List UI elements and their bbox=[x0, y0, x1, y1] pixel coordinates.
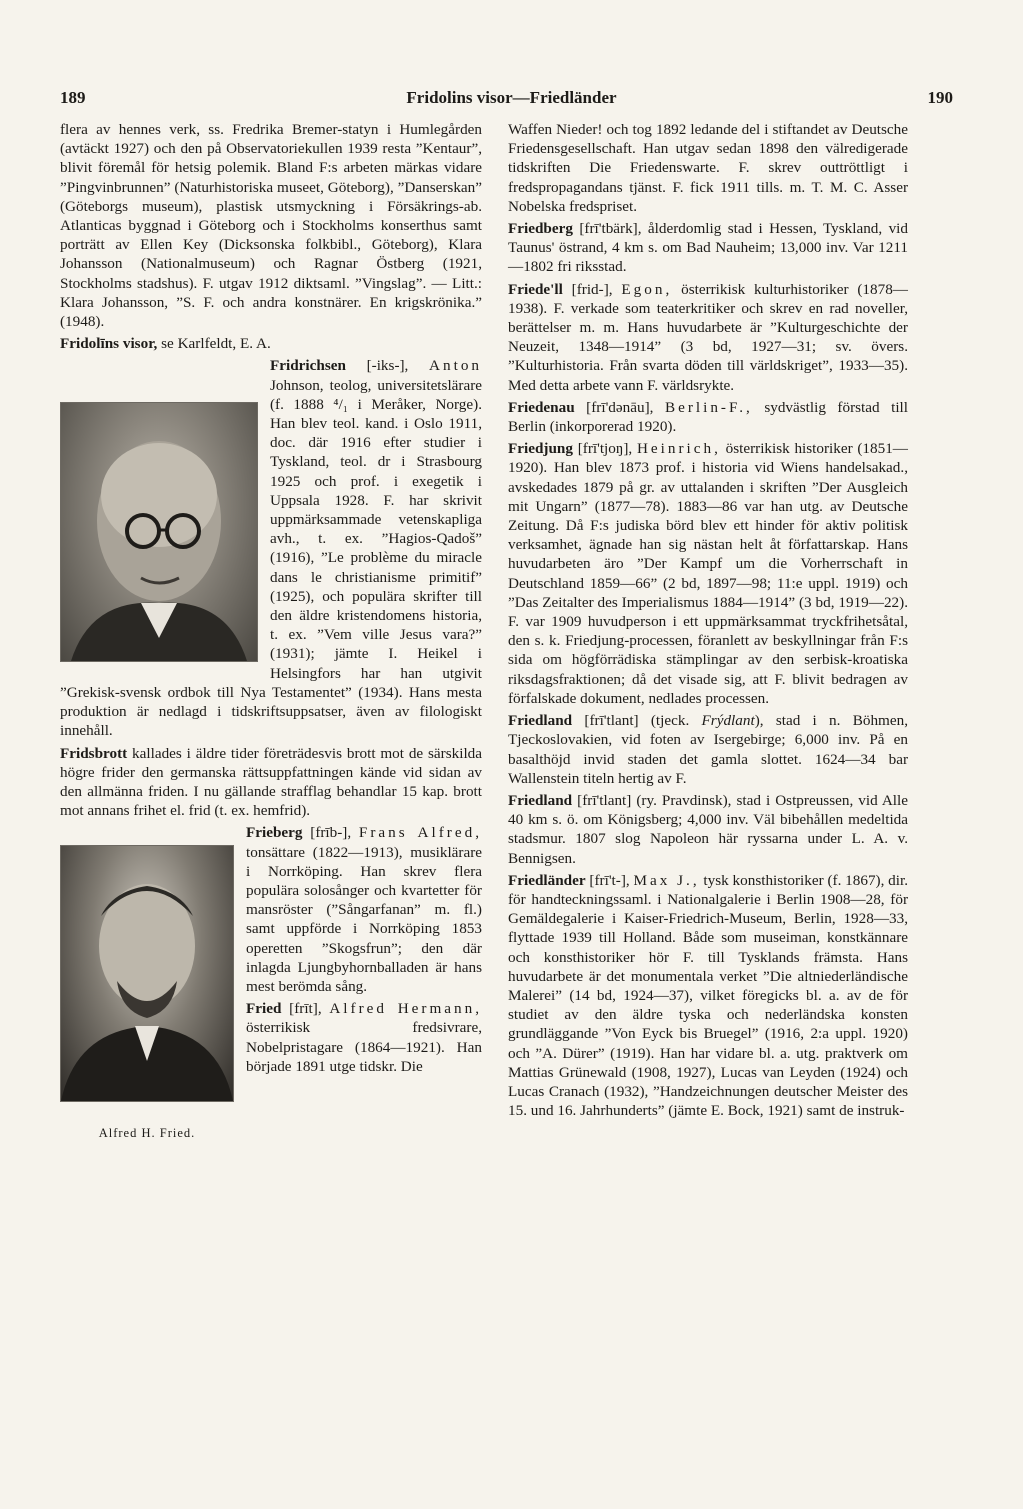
entry-friedberg bbox=[508, 219, 908, 277]
person-name: Egon, bbox=[621, 280, 673, 298]
headword: Friede'll bbox=[508, 280, 563, 298]
headword: Friedländer bbox=[508, 871, 586, 889]
pronunciation: [frīt], bbox=[281, 1000, 330, 1018]
headword: Fridolīns visor, bbox=[60, 335, 158, 353]
person-name: Max J., bbox=[633, 871, 700, 889]
running-head: Fridolins visor—Friedländer bbox=[406, 88, 617, 107]
entry-continuation: flera av hennes verk, ss. Fredrika Bremer-statyn i Humlegården (avtäckt 1927) och den på Observatoriekullen 1939 resta ”Kentaur”, blivit föremål för hetsig polemik. Bland F:s arbeten märkas vidare ”Pingvinbrunnen” (Naturhistoriska museet, Göteborg), ”Danserskan” (Göteborgs museum), plastisk utsmyckning i Försäkrings-ab. Atlanticas byggnad i Göteborg och i Stockholms konserthus samt porträtt av Ellen Key (Dicksonska folkbibl., Göteborg), Klara Johansson (Nationalmuseum) och Ragnar Östberg (1921, Stockholms stadshus). F. utgav 1912 diktsaml. ”Vingslag”. — Litt.: Klara Johansson, ”S. F. och andra konstnärer. En krigskrönika.” (1948). bbox=[60, 121, 482, 331]
pronunciation: [-iks-], bbox=[345, 357, 430, 375]
place-name: Berlin-F., bbox=[664, 398, 753, 416]
headword: Fridrichsen bbox=[270, 357, 346, 375]
headword: Friedland bbox=[508, 791, 573, 809]
portrait-illustration bbox=[61, 846, 233, 1101]
entry-text: Johnson, teolog, universitetslärare (f. 1888 ⁴/₁ i Meråker, Norge). Han blev teol. kand. i Oslo 1911, doc. där 1916 efter studier i Tyskland, teol. dr i Strasbourg 1925 och prof. i exegetik i Uppsala 1928. F. har skrivit uppmärksammade vetenskapliga avh., t. ex. ”Hagios-Qadoš” (1916), ”Le problème du miracle dans le christianisme primitif” (1925), och populära skrifter till den äldre kristendomens historia, t. ex. ”Vem ville Jesus vara?” (1931); jämte I. Heikel i Helsingfors har han utgivit ”Grekisk-svensk ordbok till Nya Testamentet” (1934). Hans mesta produktion är nedlagd i tidskriftsuppsatser, även av filologiskt innehåll. bbox=[60, 376, 482, 740]
person-name: Anton bbox=[429, 357, 482, 375]
portrait-fried-figure bbox=[60, 845, 234, 1143]
headword: Frieberg bbox=[246, 824, 303, 842]
left-column bbox=[60, 120, 482, 1460]
entry-text: sydvästlig förstad till Berlin (inkorporerad 1920). bbox=[508, 398, 909, 436]
entry-friedlander bbox=[508, 871, 908, 1121]
pronunciation: [frī'dənāu], bbox=[574, 398, 665, 416]
portrait-photo bbox=[60, 402, 258, 662]
portrait-fridrichsen-figure bbox=[60, 402, 258, 662]
entry-text: [frī'tbärk], ålderdomlig stad i Hessen, Tyskland, vid Taunus' östrand, 4 km s. om Bad Nauheim; 13,000 inv. Var 1211—1802 fri riksstad. bbox=[508, 220, 908, 276]
person-name: Frans Alfred, bbox=[358, 824, 482, 842]
entry-fridolins-visor bbox=[60, 334, 482, 353]
headword: Friedberg bbox=[508, 220, 573, 238]
entry-text: tysk konsthistoriker (f. 1867), dir. för handteckningssaml. i Nationalgalerie i Berlin 1908—28, för Gemäldegalerie i Kaiser-Friedrich-Museum, Berlin, 1928—33, flyttade 1939 till Holland. Både som museiman, konstkännare och konsthistoriker hör F. till Tysklands främsta. Hans huvudarbete är det monumentala verket ”Die altniederländische Malerei” (14 bd, 1924—37), vilket föregicks bl. a. av de för studiet av den äldre tyska och nederländska konsten grundläggande ”Von Eyck bis Bruegel” (1916, 2:a uppl. 1920) och ”A. Dürer” (1919). Han har vidare bl. a. utg. praktverk om Mattias Grünewald (1908, 1927), Lucas van Leyden (1924) och Lucas Cranach (1932), ”Handzeichnungen deutscher Meister des 15. und 16. Jahrhunderts” (jämte E. Bock, 1921) samt de instruk- bbox=[508, 871, 909, 1120]
headword: Friedenau bbox=[508, 398, 575, 416]
headword: Fried bbox=[246, 1000, 282, 1018]
headword: Fridsbrott bbox=[60, 744, 128, 762]
portrait-caption: Alfred H. Fried. bbox=[98, 1126, 196, 1141]
entry-friedenau bbox=[508, 398, 908, 436]
entry-text: österrikisk kulturhistoriker (1878—1938). F. verkade som teaterkritiker och skrev en rad noveller, berättelser m. m. Hans huvudarbete är ”Kulturgeschichte der Neuzeit, 1348—1914” (3 bd, 1927—31; sv. övers. ”Kulturhistoria. Från svarta döden till världskriget”, 1933—35). Med detta arbete vann F. världsrykte. bbox=[508, 280, 908, 394]
portrait-illustration bbox=[61, 403, 257, 661]
entry-text: tonsättare (1822—1913), musiklärare i Norrköping. Han skrev flera populära solosånger och kvartetter för mansröster (”Sångarfanan” m. fl.) samt uppförde i Norrköping 1853 operetten ”Skogsfrun”; den där inlagda Ljungbyhornballaden är hans mest berömda sång. bbox=[246, 843, 482, 995]
entry-friedjung bbox=[508, 439, 908, 708]
entry-text: österrikisk fredsivrare, Nobelpristagare (1864—1921). Han började 1891 utge tidskr. Die bbox=[246, 1019, 482, 1075]
entry-text: kallades i äldre tider företrädesvis brott mot de särskilda högre frider den germanska rättsuppfattningen kände vid sidan av den allmänna friden. I nu gällande strafflag behandlar 15 kap. brott mot annans frihet el. frid (t. ex. hemfrid). bbox=[60, 744, 482, 820]
italic-name: Frýdlant bbox=[701, 712, 755, 730]
page-number-left: 189 bbox=[60, 88, 86, 107]
entry-text: österrikisk historiker (1851—1920). Han blev 1873 prof. i historia vid Wiens handelsakad., avskedades 1879 på gr. av uttalanden i skriften ”Der Ausgleich mit Ungarn” (1877—78). 1883—86 var han utg. av Deutsche Zeitung. Då F:s judiska börd blev ett hinder för aktiv politisk verksamhet, ägnade han sig nästan helt åt författarskap. Hans huvudarbeten äro ”Der Kampf um die Vorherrschaft in Deutschland 1859—66” (2 bd, 1897—98; 11:e uppl. 1919) och ”Das Zeitalter des Imperialismus 1884—1914” (3 bd, 1919—22). F. var 1909 huvudperson i ett uppmärksammat tryckfrihetsåtal, den s. k. Friedjung-processen, föranlett av beskyllningar från F:s sida om högförrädiska stämplingar av den serbisk-kroatiska riksdagsfraktionen; då det visade sig, att F. blivit bedragen av förfalskade dokument, nedlades processen. bbox=[508, 440, 908, 707]
pronunciation: [frid-], bbox=[562, 280, 622, 298]
entry-text: [frī'tlant] (ry. Pravdinsk), stad i Ostpreussen, vid Alle 40 km s. ö. om Königsberg; 4,000 inv. Väl bibehållen medeltida stadsmur. 1807 slog Napoleon här ryssarna under L. A. v. Bennigsen. bbox=[508, 791, 908, 867]
pronunciation: [frīb-], bbox=[302, 824, 359, 842]
person-name: Heinrich, bbox=[636, 440, 721, 458]
right-column bbox=[508, 120, 908, 1123]
pronunciation: [frī't-], bbox=[585, 871, 634, 889]
person-name: Alfred Hermann, bbox=[329, 1000, 482, 1018]
entry-continuation: Waffen Nieder! och tog 1892 ledande del i stiftandet av Deutsche Friedensgesellschaft. Han utgav sedan 1898 den välredigerade tidskriften Die Friedenswarte. F. skrev outtröttligt i fredspropagandans tjänst. F. fick 1911 tills. m. T. M. C. Asser Nobelska fredspriset. bbox=[508, 121, 908, 215]
entry-friedell bbox=[508, 280, 908, 395]
portrait-photo bbox=[60, 845, 234, 1102]
entry-friedland-ostpreussen bbox=[508, 791, 908, 868]
pronunciation: [frī'tjoŋ], bbox=[572, 440, 637, 458]
pronunciation: [frī'tlant] (tjeck. bbox=[572, 712, 702, 730]
headword: Friedland bbox=[508, 712, 573, 730]
entry-text: ), stad i n. Böhmen, Tjeckoslovakien, vid foten av Isergebirge; 6,000 inv. På en basalthöjd invid staden det gamla slottet. 1624—34 bar Wallenstein titeln hertig av F. bbox=[508, 712, 908, 787]
page-number-right: 190 bbox=[927, 88, 953, 107]
entry-fridrichsen bbox=[60, 356, 482, 740]
headword: Friedjung bbox=[508, 440, 573, 458]
entry-friedland-bohmen bbox=[508, 711, 908, 788]
entry-fridsbrott bbox=[60, 744, 482, 821]
entry-text: se Karlfeldt, E. A. bbox=[157, 335, 271, 353]
